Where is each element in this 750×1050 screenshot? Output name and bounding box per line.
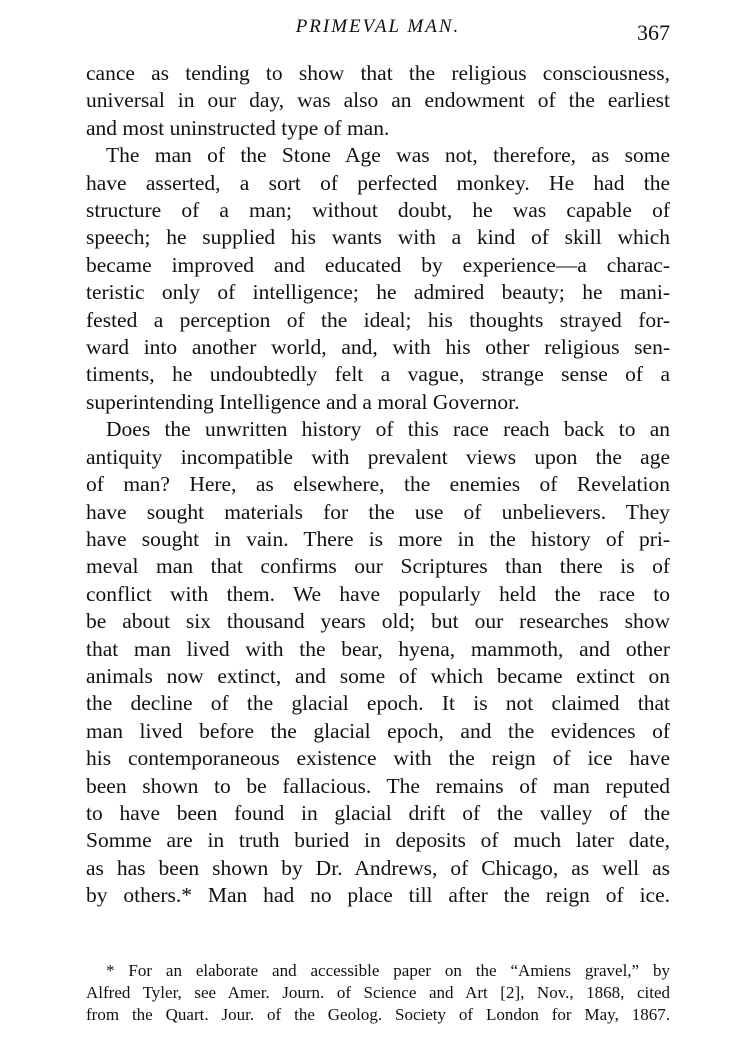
running-head: [86, 14, 670, 44]
text-line: be about six thousand years old; but our researches show: [86, 609, 670, 634]
text-line: animals now extinct, and some of which became extinct on: [86, 663, 670, 688]
running-title: PRIMEVAL MAN.: [295, 16, 461, 37]
text-line: Somme are in truth buried in deposits of much later date,: [86, 828, 670, 853]
text-line: meval man that confirms our Scriptures than there is of: [86, 554, 670, 579]
text-line: of man? Here, as elsewhere, the enemies of Revelation: [86, 472, 670, 497]
text-line: the decline of the glacial epoch. It is not claimed that: [86, 691, 670, 716]
text-line: by others.* Man had no place till after the reign of ice.: [86, 883, 670, 908]
text-line: to have been found in glacial drift of the valley of the: [86, 800, 670, 825]
text-line: The man of the Stone Age was not, therefore, as some: [106, 143, 670, 168]
body-text: [86, 60, 670, 910]
footnote-line: Alfred Tyler, see Amer. Journ. of Science and Art [2], Nov., 1868, cited: [86, 983, 670, 1002]
text-line: been shown to be fallacious. The remains of man reputed: [86, 773, 670, 798]
text-line: antiquity incompatible with prevalent views upon the age: [86, 444, 670, 469]
text-line: and most uninstructed type of man.: [86, 115, 390, 140]
text-line: have sought materials for the use of unbelievers. They: [86, 499, 670, 524]
text-line: structure of a man; without doubt, he was capable of: [86, 198, 670, 223]
text-line: universal in our day, was also an endowment of the earliest: [86, 88, 670, 113]
text-line: have sought in vain. There is more in the history of pri-: [86, 526, 670, 551]
footnote-line: * For an elaborate and accessible paper on the “Amiens gravel,” by: [106, 961, 670, 980]
footnote-line: from the Quart. Jour. of the Geolog. Society of London for May, 1867.: [86, 1005, 670, 1024]
text-line: have asserted, a sort of perfected monkey. He had the: [86, 170, 670, 195]
page-number: 367: [637, 20, 670, 45]
text-line: man lived before the glacial epoch, and the evidences of: [86, 718, 670, 743]
text-line: ward into another world, and, with his other religious sen-: [86, 335, 670, 360]
text-line: timents, he undoubtedly felt a vague, strange sense of a: [86, 362, 670, 387]
text-line: conflict with them. We have popularly held the race to: [86, 581, 670, 606]
paragraph-2: [86, 142, 670, 416]
text-line: his contemporaneous existence with the reign of ice have: [86, 746, 670, 771]
text-line: speech; he supplied his wants with a kind of skill which: [86, 225, 670, 250]
text-line: cance as tending to show that the religious consciousness,: [86, 61, 670, 85]
text-line: Does the unwritten history of this race reach back to an: [106, 417, 670, 442]
text-line: became improved and educated by experience—a charac-: [86, 252, 670, 277]
text-line: as has been shown by Dr. Andrews, of Chicago, as well as: [86, 855, 670, 880]
text-line: superintending Intelligence and a moral Governor.: [86, 389, 520, 414]
paragraph-1: [86, 60, 670, 142]
paragraph-3: [86, 416, 670, 909]
footnote: [86, 960, 670, 1026]
text-line: teristic only of intelligence; he admired beauty; he mani-: [86, 280, 670, 305]
text-line: fested a perception of the ideal; his thoughts strayed for-: [86, 307, 670, 332]
text-line: that man lived with the bear, hyena, mammoth, and other: [86, 636, 670, 661]
